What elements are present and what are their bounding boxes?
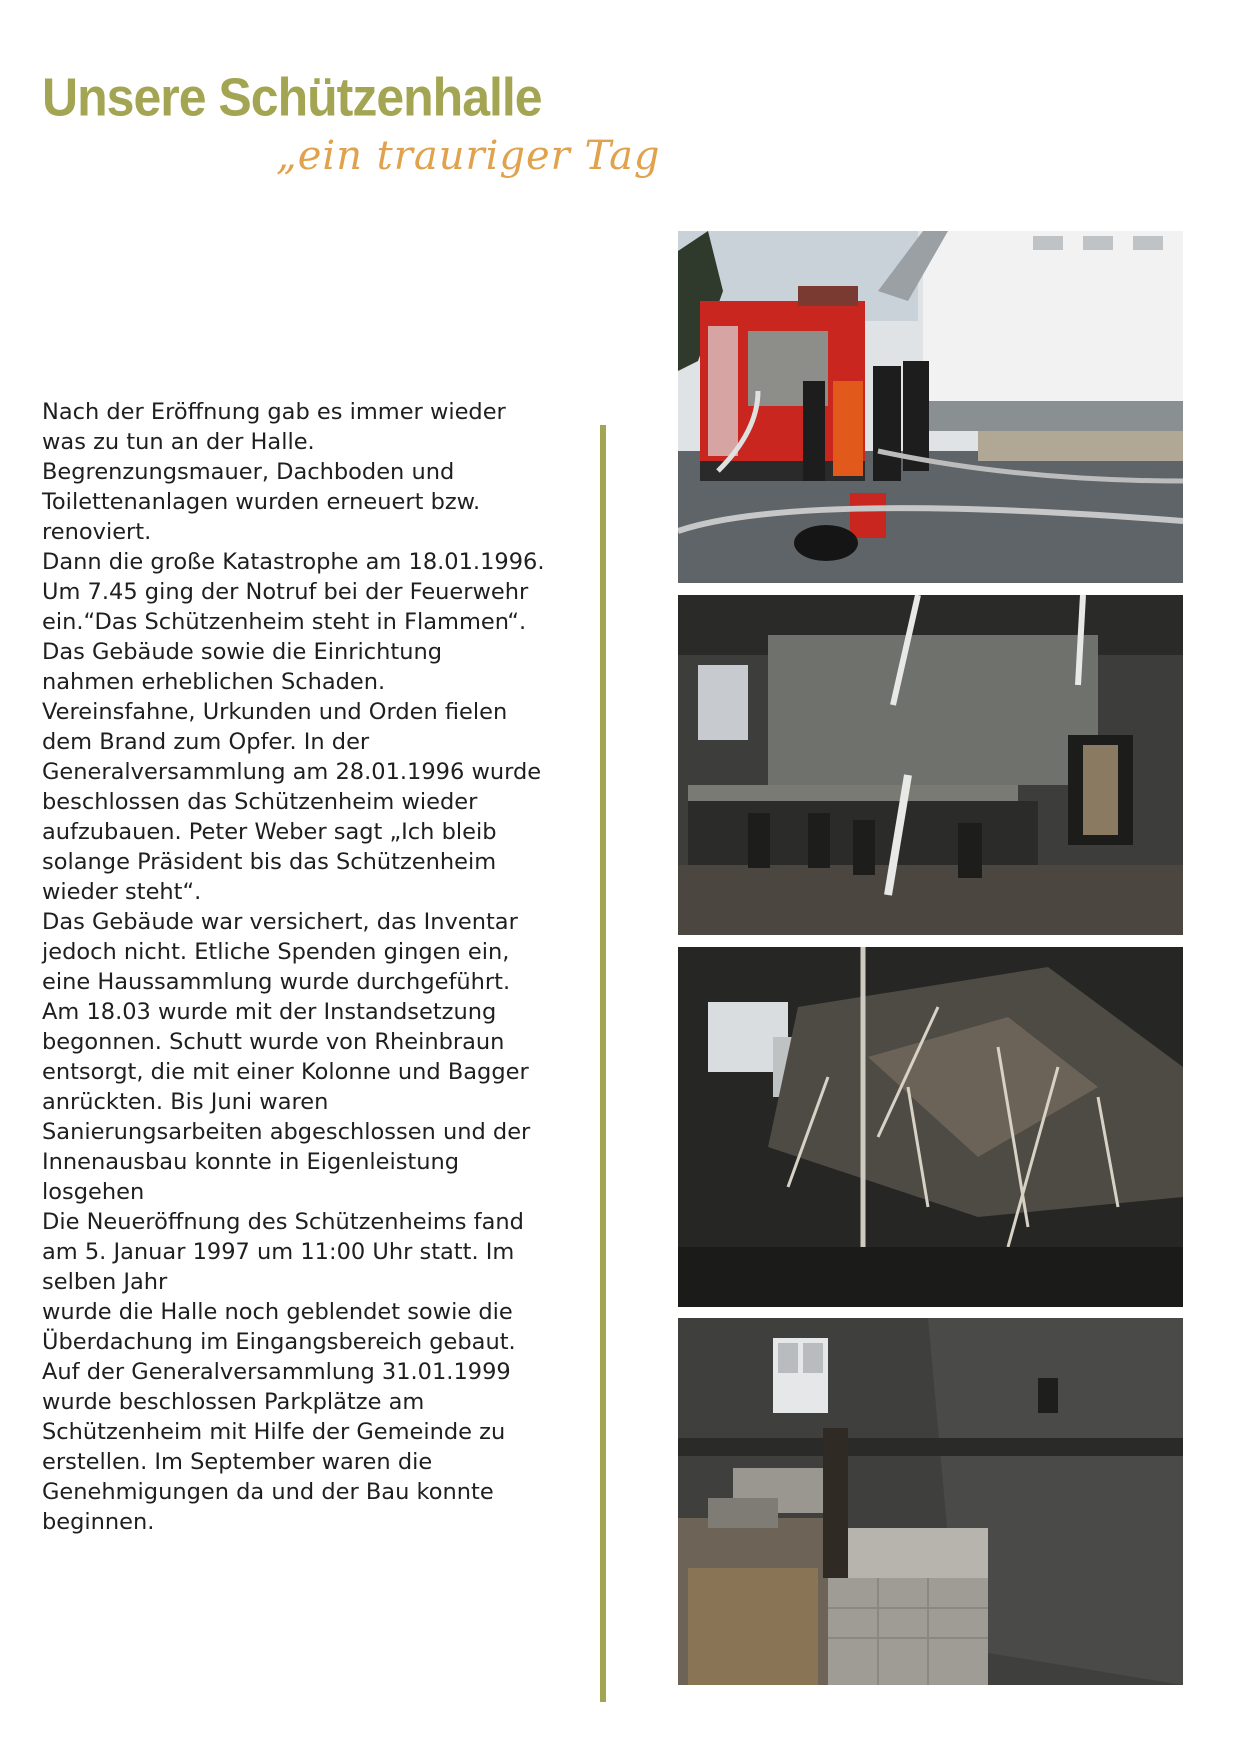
- body-line: Das Gebäude war versichert, das Inventar: [42, 909, 518, 935]
- page-subtitle: „ein trauriger Tag: [276, 133, 661, 179]
- body-line: Dann die große Katastrophe am 18.01.1996.: [42, 549, 545, 575]
- body-line: renoviert.: [42, 519, 152, 545]
- body-line: beschlossen das Schützenheim wieder: [42, 789, 478, 815]
- body-line: Schützenheim mit Hilfe der Gemeinde zu: [42, 1419, 506, 1445]
- photo-burned-ceiling: [678, 947, 1183, 1307]
- body-line: Am 18.03 wurde mit der Instandsetzung: [42, 999, 497, 1025]
- body-line: Begrenzungsmauer, Dachboden und: [42, 459, 455, 485]
- body-line: am 5. Januar 1997 um 11:00 Uhr statt. Im: [42, 1239, 515, 1265]
- body-line: eine Haussammlung wurde durchgeführt.: [42, 969, 511, 995]
- body-line: losgehen: [42, 1179, 145, 1205]
- body-line: jedoch nicht. Etliche Spenden gingen ein,: [42, 939, 510, 965]
- body-line: erstellen. Im September waren die: [42, 1449, 433, 1475]
- body-line: Die Neueröffnung des Schützenheims fand: [42, 1209, 524, 1235]
- body-line: wurde die Halle noch geblendet sowie die: [42, 1299, 513, 1325]
- body-line: Das Gebäude sowie die Einrichtung: [42, 639, 443, 665]
- photo-burned-kitchen: [678, 1318, 1183, 1685]
- article-body: [42, 397, 602, 1537]
- body-line: beginnen.: [42, 1509, 155, 1535]
- body-line: ein.“Das Schützenheim steht in Flammen“.: [42, 609, 527, 635]
- body-line: Überdachung im Eingangsbereich gebaut.: [42, 1329, 516, 1355]
- body-line: Auf der Generalversammlung 31.01.1999: [42, 1359, 511, 1385]
- body-line: wieder steht“.: [42, 879, 202, 905]
- body-line: was zu tun an der Halle.: [42, 429, 315, 455]
- body-line: begonnen. Schutt wurde von Rheinbraun: [42, 1029, 505, 1055]
- photo-burned-ceiling-image: [678, 947, 1183, 1307]
- body-line: dem Brand zum Opfer. In der: [42, 729, 370, 755]
- body-line: selben Jahr: [42, 1269, 168, 1295]
- photo-fire-truck: [678, 231, 1183, 583]
- body-line: wurde beschlossen Parkplätze am: [42, 1389, 425, 1415]
- body-line: entsorgt, die mit einer Kolonne und Bagger: [42, 1059, 529, 1085]
- body-line: anrückten. Bis Juni waren: [42, 1089, 329, 1115]
- body-line: nahmen erheblichen Schaden.: [42, 669, 386, 695]
- body-line: Sanierungsarbeiten abgeschlossen und der: [42, 1119, 531, 1145]
- body-line: aufzubauen. Peter Weber sagt „Ich bleib: [42, 819, 497, 845]
- body-line: Um 7.45 ging der Notruf bei der Feuerwehr: [42, 579, 529, 605]
- photo-burned-bar-image: [678, 595, 1183, 935]
- body-line: Vereinsfahne, Urkunden und Orden fielen: [42, 699, 508, 725]
- body-line: Generalversammlung am 28.01.1996 wurde: [42, 759, 542, 785]
- body-line: solange Präsident bis das Schützenheim: [42, 849, 497, 875]
- body-line: Toilettenanlagen wurden erneuert bzw.: [42, 489, 481, 515]
- body-line: Nach der Eröffnung gab es immer wieder: [42, 399, 506, 425]
- photo-burned-bar: [678, 595, 1183, 935]
- page-title: Unsere Schützenhalle: [42, 66, 542, 128]
- photo-fire-truck-image: [678, 231, 1183, 583]
- body-line: Innenausbau konnte in Eigenleistung: [42, 1149, 460, 1175]
- photo-burned-kitchen-image: [678, 1318, 1183, 1685]
- body-line: Genehmigungen da und der Bau konnte: [42, 1479, 494, 1505]
- column-divider: [600, 425, 606, 1702]
